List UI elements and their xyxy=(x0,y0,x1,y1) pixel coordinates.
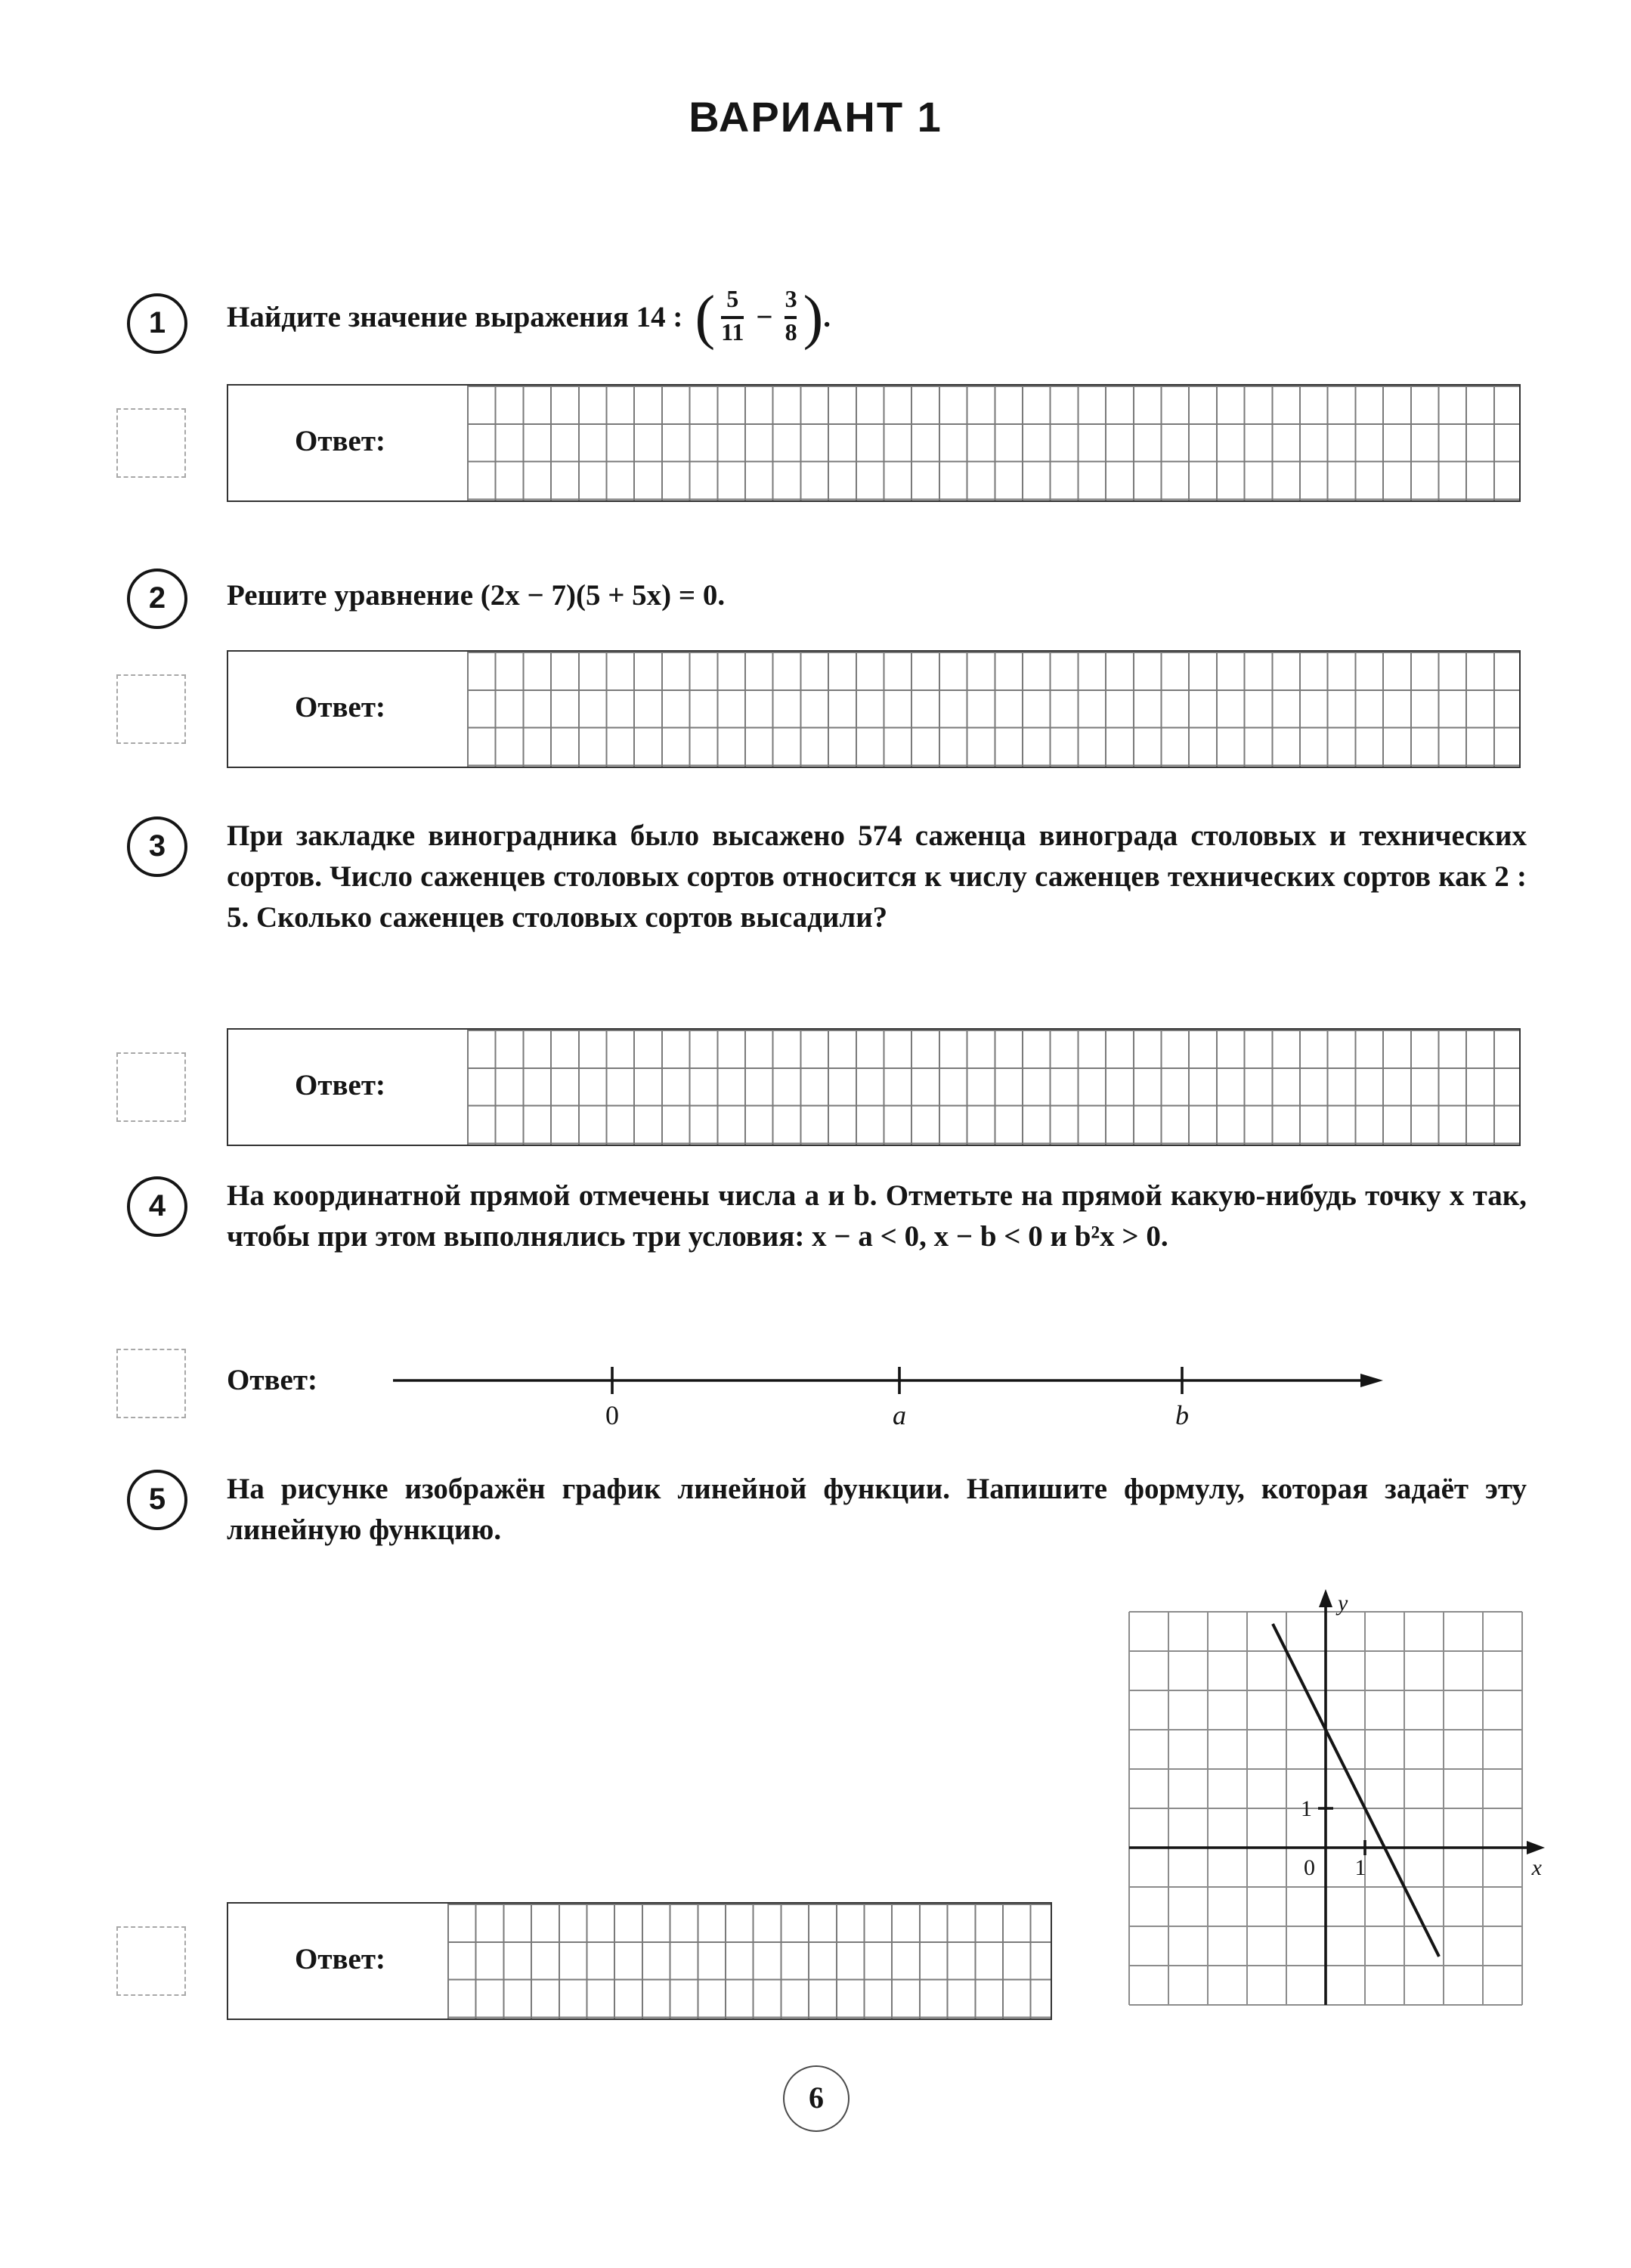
answer-label: Ответ: xyxy=(295,1070,386,1102)
answer-box-1 xyxy=(227,384,1521,502)
fraction-5-11 xyxy=(721,288,744,347)
answer-label: Ответ: xyxy=(295,692,386,724)
answer-box-3 xyxy=(227,1028,1521,1146)
number-line-label-a: a xyxy=(893,1400,906,1430)
problem-1-number: 1 xyxy=(148,306,166,339)
grader-mark-box-5 xyxy=(116,1926,186,1996)
right-paren: ) xyxy=(803,283,824,351)
fraction-numerator: 5 xyxy=(726,287,739,314)
problem-2-number: 2 xyxy=(148,581,166,615)
problem-2-text: Решите уравнение (2x − 7)(5 + 5x) = 0. xyxy=(227,581,726,612)
graph-x-1-label: 1 xyxy=(1354,1855,1366,1880)
problem-2-number-badge xyxy=(127,569,187,629)
problem-1-text-suffix: . xyxy=(823,302,831,333)
function-line xyxy=(1273,1624,1439,1957)
answer-grid-1 xyxy=(467,386,1519,500)
fraction-denominator: 11 xyxy=(721,321,744,347)
problem-1-number-badge xyxy=(127,293,187,354)
answer-grid-2 xyxy=(467,652,1519,767)
problem-1-text xyxy=(227,283,1527,351)
graph-y-label: y xyxy=(1338,1591,1348,1616)
minus-operator: − xyxy=(756,302,773,333)
answer-box-5 xyxy=(227,1902,1052,2020)
fraction-denominator: 8 xyxy=(785,321,797,347)
problem-4-text: На координатной прямой отмечены числа a и b. Отметьте на прямой какую-нибудь точку x так, чтобы при этом выполнялись три условия: x − a < 0, x − b < 0 и b²x > 0. xyxy=(227,1181,1527,1253)
answer-label: Ответ: xyxy=(227,1365,318,1397)
linear-function-graph xyxy=(1122,1582,1552,2035)
problem-4-number-badge xyxy=(127,1176,187,1237)
problem-5-text: На рисунке изображён график линейной функции. Напишите формулу, которая задаёт эту линейную функцию. xyxy=(227,1474,1527,1547)
graph-origin-label: 0 xyxy=(1304,1855,1315,1880)
y-axis-arrowhead xyxy=(1319,1589,1332,1607)
problem-3-text: При закладке виноградника было высажено 574 саженца винограда столовых и технических сортов. Число саженцев столовых сортов относится к числу саженцев технических сортов как 2 : 5. Сколько саженцев столовых сортов высадили? xyxy=(227,821,1527,934)
grader-mark-box-1 xyxy=(116,408,186,478)
graph-y-1-label: 1 xyxy=(1301,1796,1312,1821)
number-line-label-0: 0 xyxy=(605,1400,619,1430)
x-axis-arrowhead xyxy=(1527,1841,1545,1854)
page-number-badge xyxy=(783,2065,850,2132)
grader-mark-box-4 xyxy=(116,1349,186,1418)
number-line-arrowhead xyxy=(1360,1374,1383,1387)
fraction-numerator: 3 xyxy=(785,287,797,314)
fraction-bar xyxy=(785,316,797,318)
graph-x-label: x xyxy=(1531,1855,1542,1880)
problem-1-text-prefix: Найдите значение выражения 14 : xyxy=(227,302,683,333)
number-line-label-b: b xyxy=(1175,1400,1189,1430)
page-title: ВАРИАНТ 1 xyxy=(689,94,942,141)
grader-mark-box-2 xyxy=(116,674,186,744)
number-line-figure xyxy=(370,1353,1413,1432)
left-paren: ( xyxy=(695,283,716,351)
page-number: 6 xyxy=(809,2081,824,2115)
problem-5-number: 5 xyxy=(148,1483,166,1516)
answer-box-2 xyxy=(227,650,1521,768)
problem-5-number-badge xyxy=(127,1470,187,1530)
fraction-bar xyxy=(721,316,744,318)
answer-grid-3 xyxy=(467,1030,1519,1145)
answer-label: Ответ: xyxy=(295,426,386,458)
problem-3-number: 3 xyxy=(148,829,166,863)
answer-grid-5 xyxy=(447,1904,1051,2019)
answer-label: Ответ: xyxy=(295,1944,386,1976)
problem-4-number: 4 xyxy=(148,1189,166,1222)
grader-mark-box-3 xyxy=(116,1052,186,1122)
fraction-3-8 xyxy=(785,288,797,347)
problem-3-number-badge xyxy=(127,816,187,877)
